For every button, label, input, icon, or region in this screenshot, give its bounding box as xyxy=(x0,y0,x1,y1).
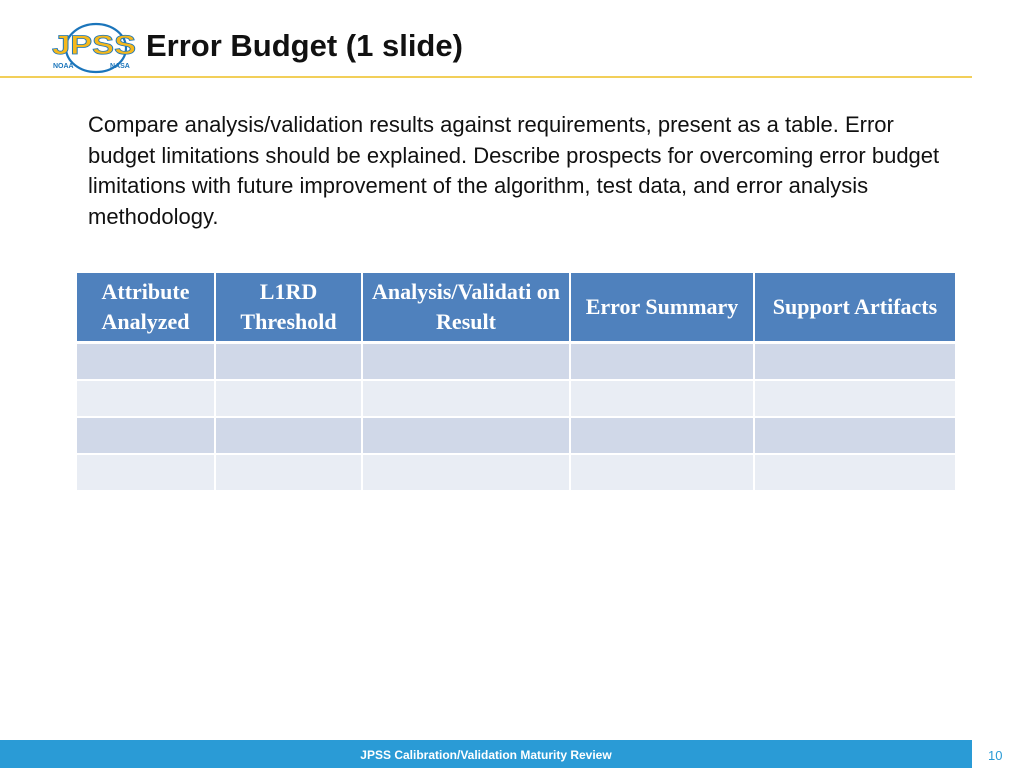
table-row xyxy=(77,455,955,492)
footer-text: JPSS Calibration/Validation Maturity Review xyxy=(360,748,612,762)
table-cell xyxy=(77,455,216,492)
logo-left-text: NOAA xyxy=(53,63,74,70)
table-cell xyxy=(216,381,363,418)
title-divider xyxy=(0,76,972,78)
table-cell xyxy=(216,344,363,381)
header-analysis-validation-result: Analysis/Validati on Result xyxy=(363,273,571,344)
logo-right-text: NASA xyxy=(110,63,130,70)
header-attribute-analyzed: Attribute Analyzed xyxy=(77,273,216,344)
table-cell xyxy=(755,381,955,418)
header-error-summary: Error Summary xyxy=(571,273,755,344)
table-cell xyxy=(363,344,571,381)
table-cell xyxy=(571,455,755,492)
table-cell xyxy=(77,418,216,455)
page-number: 10 xyxy=(988,748,1003,763)
table-cell xyxy=(755,455,955,492)
header-l1rd-threshold: L1RD Threshold xyxy=(216,273,363,344)
table-row xyxy=(77,344,955,381)
table-cell xyxy=(571,418,755,455)
table-cell xyxy=(216,418,363,455)
table-cell xyxy=(571,381,755,418)
slide-title: Error Budget (1 slide) xyxy=(146,28,463,63)
header-support-artifacts: Support Artifacts xyxy=(755,273,955,344)
table-cell xyxy=(755,418,955,455)
table-cell xyxy=(77,381,216,418)
logo-main-text: JPSS xyxy=(52,30,136,60)
table-cell xyxy=(77,344,216,381)
slide-body-text: Compare analysis/validation results against requirements, present as a table. Error budget limitations should be explained. Describe prospects for overcoming error budget limitations with future improvement of the algorithm, test data, and error analysis methodology. xyxy=(88,112,940,229)
table-cell xyxy=(216,455,363,492)
table-cell xyxy=(363,418,571,455)
table-cell xyxy=(755,344,955,381)
table-cell xyxy=(363,455,571,492)
jpss-logo xyxy=(48,20,140,74)
table-cell xyxy=(571,344,755,381)
table-row xyxy=(77,418,955,455)
error-budget-table xyxy=(77,273,955,492)
table-cell xyxy=(363,381,571,418)
table-header-row xyxy=(77,273,955,344)
table-row xyxy=(77,381,955,418)
